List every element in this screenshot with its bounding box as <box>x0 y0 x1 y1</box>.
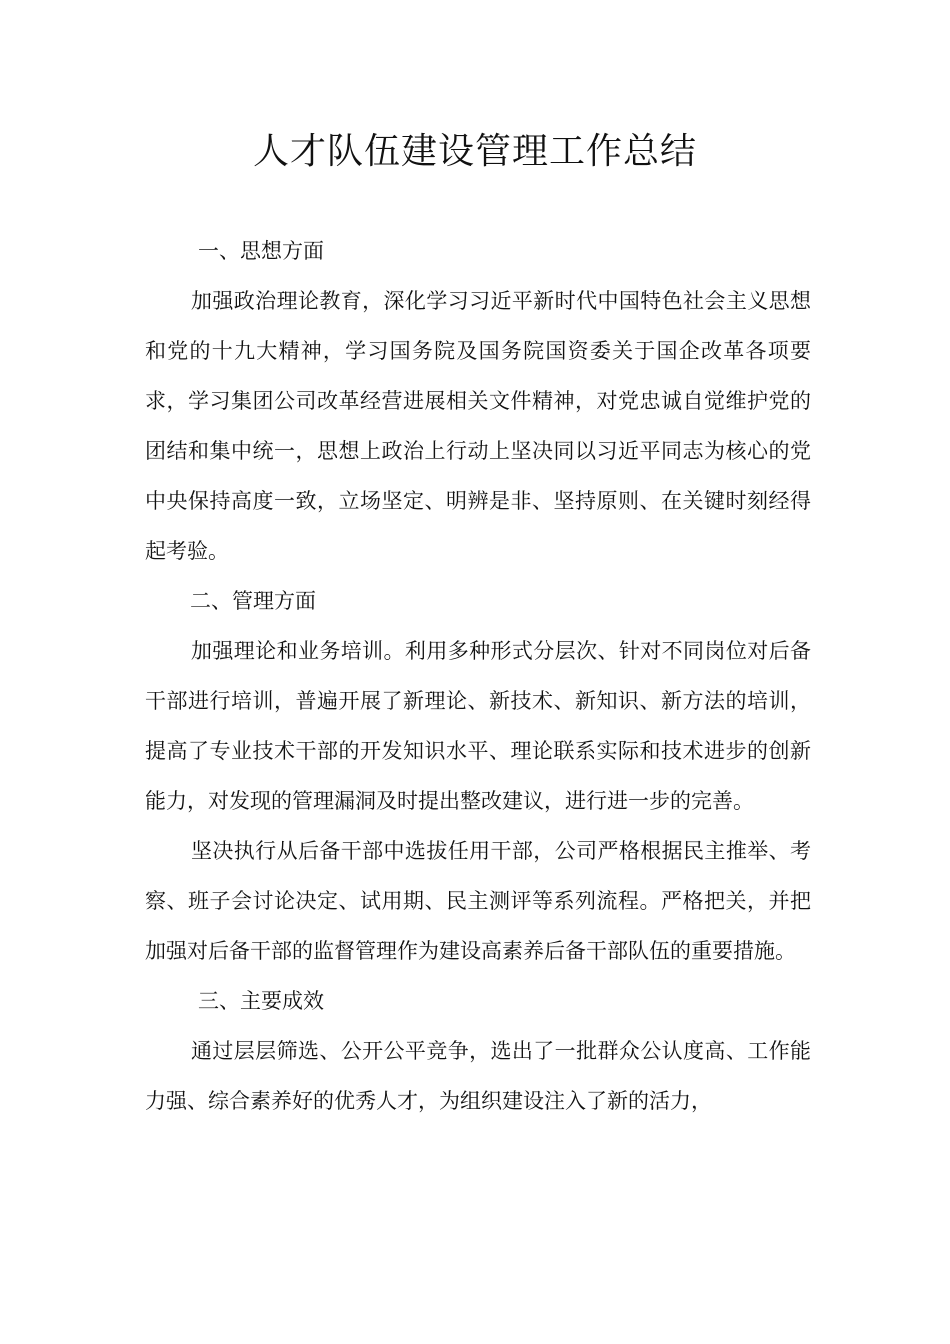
section-heading-results: 三、主要成效 <box>198 989 324 1013</box>
section-heading-management: 二、管理方面 <box>190 589 316 613</box>
paragraph: 加强理论和业务培训。利用多种形式分层次、针对不同岗位对后备干部进行培训，普遍开展了新理论、新技术、新知识、新方法的培训，提高了专业技术干部的开发知识水平、理论联系实际和技术进步的创新能力，对发现的管理漏洞及时提出整改建议，进行进一步的完善。 <box>145 639 811 813</box>
paragraph: 坚决执行从后备干部中选拔任用干部，公司严格根据民主推举、考察、班子会讨论决定、试用期、民主测评等系列流程。严格把关，并把加强对后备干部的监督管理作为建设高素养后备干部队伍的重要措施。 <box>145 839 811 963</box>
paragraph: 加强政治理论教育，深化学习习近平新时代中国特色社会主义思想和党的十九大精神，学习国务院及国务院国资委关于国企改革各项要求，学习集团公司改革经营进展相关文件精神，对党忠诚自觉维护党的团结和集中统一，思想上政治上行动上坚决同以习近平同志为核心的党中央保持高度一致，立场坚定、明辨是非、坚持原则、在关键时刻经得起考验。 <box>145 289 811 563</box>
document-body <box>145 226 811 1126</box>
paragraph: 通过层层筛选、公开公平竞争，选出了一批群众公认度高、工作能力强、综合素养好的优秀人才，为组织建设注入了新的活力， <box>145 1039 811 1113</box>
document-title: 人才队伍建设管理工作总结 <box>252 131 697 172</box>
section-heading-thought: 一、思想方面 <box>198 239 324 263</box>
